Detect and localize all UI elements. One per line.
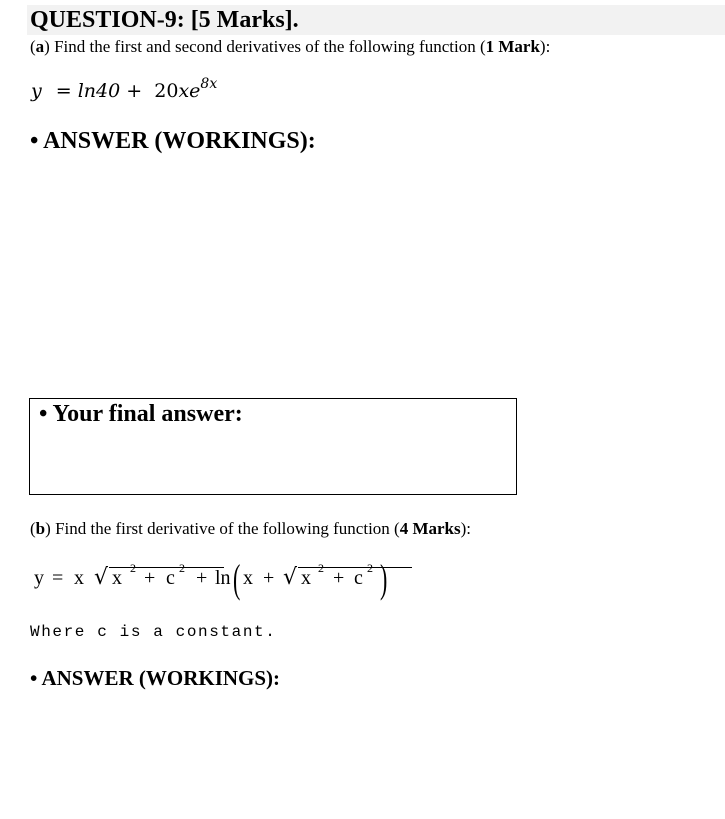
eq-b-exp-2b: 2 [367,561,373,575]
eq-a-equals: = [55,80,72,102]
question-header [27,5,725,35]
eq-b-exp-1a: 2 [130,561,136,575]
part-a-marks: 1 Mark [485,37,540,56]
eq-b-inner-c-2: c [354,567,363,589]
eq-a-lhs: y [31,80,42,102]
eq-b-lhs: y [34,567,44,589]
part-b-text: Find the first derivative of the following function ( [50,519,400,538]
where-c-constant: Where c is a constant. [30,623,277,641]
final-answer-box[interactable] [29,398,517,495]
eq-b-inner-c-1: c [166,567,175,589]
part-b-answer-heading: • ANSWER (WORKINGS): [30,666,281,690]
part-b-text-end: ): [460,519,472,538]
eq-b-plus-3: + [263,567,275,589]
eq-b-sqrt-2: √ [283,565,298,590]
part-a-label: a [35,37,45,56]
eq-a-base: e [189,80,201,102]
part-b-label: b [35,519,46,538]
eq-b-inner-x-2: x [243,567,253,589]
final-answer-label: • Your final answer: [39,401,243,427]
eq-b-close-paren: ) [380,556,388,601]
eq-a-exponent: 8x [200,76,218,92]
eq-b-exp-1b: 2 [179,561,185,575]
eq-b-exp-2a: 2 [318,561,324,575]
eq-a-term1: ln40 [77,80,121,102]
eq-b-plus-2: + [196,567,208,589]
part-a-equation [31,76,218,102]
eq-b-ln: ln [215,567,231,589]
part-a-prompt: (a) Find the first and second derivatives of the following function (1 Mark): [30,37,551,56]
eq-b-plus-4: + [333,567,345,589]
eq-b-equals: = [52,567,64,589]
eq-a-var: x [178,80,190,102]
eq-b-inner-x-3: x [301,567,311,589]
part-a-text: Find the first and second derivatives of the following function ( [49,37,486,56]
part-a-text-end: ): [539,37,551,56]
eq-b-sqrt-1: √ [94,565,109,590]
eq-b-plus-1: + [144,567,156,589]
eq-b-x: x [74,567,84,589]
eq-b-open-paren: ( [233,556,241,601]
question-title: QUESTION-9: [5 Marks]. [30,7,299,33]
part-b-prompt: (b) Find the first derivative of the following function (4 Marks): [30,519,472,538]
eq-a-coeff: 20 [154,80,179,102]
part-a-answer-heading: • ANSWER (WORKINGS): [30,128,316,154]
part-b-marks: 4 Marks [399,519,461,538]
eq-a-plus: + [126,80,143,102]
eq-b-inner-x-1: x [112,567,122,589]
